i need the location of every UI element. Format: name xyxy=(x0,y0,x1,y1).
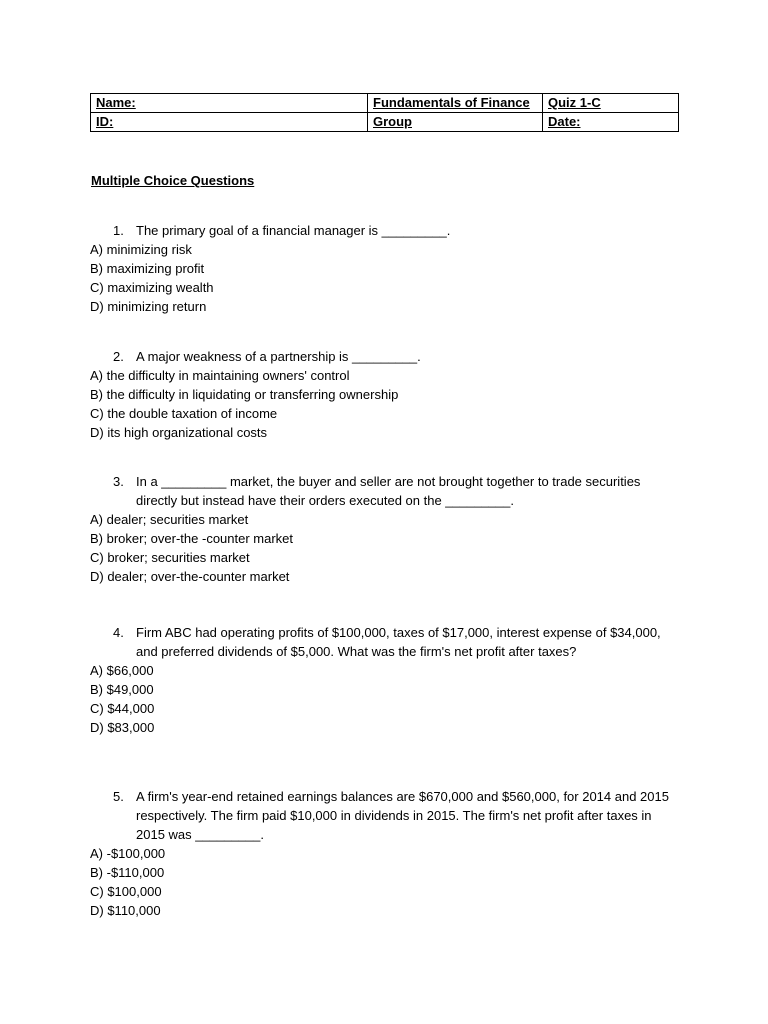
question-1 xyxy=(0,221,768,316)
question-stem xyxy=(0,347,768,366)
option-b: B) maximizing profit xyxy=(90,261,205,276)
option-c: C) $100,000 xyxy=(90,884,162,899)
header-row-2 xyxy=(91,113,679,132)
section-title: Multiple Choice Questions xyxy=(91,173,255,188)
question-stem xyxy=(0,221,768,240)
group-label: Group xyxy=(368,113,543,132)
question-number: 2. xyxy=(113,349,124,364)
option-c: C) maximizing wealth xyxy=(90,280,214,295)
option-b: B) broker; over-the -counter market xyxy=(90,531,294,546)
option-c: C) the double taxation of income xyxy=(90,406,278,421)
question-text: Firm ABC had operating profits of $100,000, taxes of $17,000, interest expense of $34,000, and preferred dividends of $5,000. What was the firm's net profit after taxes? xyxy=(136,625,661,659)
question-5 xyxy=(0,787,768,920)
question-number: 3. xyxy=(113,474,124,489)
option-d: D) $110,000 xyxy=(90,903,161,918)
date-label: Date: xyxy=(543,113,679,132)
course-title: Fundamentals of Finance xyxy=(368,94,543,113)
quiz-label: Quiz 1-C xyxy=(543,94,679,113)
option-a: A) $66,000 xyxy=(90,663,154,678)
question-4 xyxy=(0,623,768,737)
question-text: A major weakness of a partnership is _________. xyxy=(136,349,421,364)
question-number: 5. xyxy=(113,789,124,804)
option-b: B) $49,000 xyxy=(90,682,154,697)
option-d: D) its high organizational costs xyxy=(90,425,268,440)
option-c: C) $44,000 xyxy=(90,701,155,716)
question-text: The primary goal of a financial manager is _________. xyxy=(136,223,451,238)
question-number: 4. xyxy=(113,625,124,640)
option-d: D) minimizing return xyxy=(90,299,207,314)
option-d: D) $83,000 xyxy=(90,720,155,735)
question-text: In a _________ market, the buyer and seller are not brought together to trade securities directly but instead have their orders executed on the _________. xyxy=(136,474,641,508)
header-row-1 xyxy=(91,94,679,113)
question-2 xyxy=(0,347,768,442)
option-c: C) broker; securities market xyxy=(90,550,250,565)
option-b: B) the difficulty in liquidating or transferring ownership xyxy=(90,387,399,402)
question-stem xyxy=(0,787,768,844)
question-3 xyxy=(0,472,768,586)
option-a: A) minimizing risk xyxy=(90,242,192,257)
option-a: A) dealer; securities market xyxy=(90,512,249,527)
option-d: D) dealer; over-the-counter market xyxy=(90,569,290,584)
option-b: B) -$110,000 xyxy=(90,865,165,880)
question-stem xyxy=(0,623,768,661)
question-number: 1. xyxy=(113,223,124,238)
option-a: A) the difficulty in maintaining owners' control xyxy=(90,368,350,383)
id-label: ID: xyxy=(91,113,368,132)
name-label: Name: xyxy=(91,94,368,113)
header-table xyxy=(90,93,679,132)
question-stem xyxy=(0,472,768,510)
option-a: A) -$100,000 xyxy=(90,846,166,861)
question-text: A firm's year-end retained earnings balances are $670,000 and $560,000, for 2014 and 2015 respectively. The firm paid $10,000 in dividends in 2015. The firm's net profit after taxes in 2015 was _________. xyxy=(136,789,669,842)
